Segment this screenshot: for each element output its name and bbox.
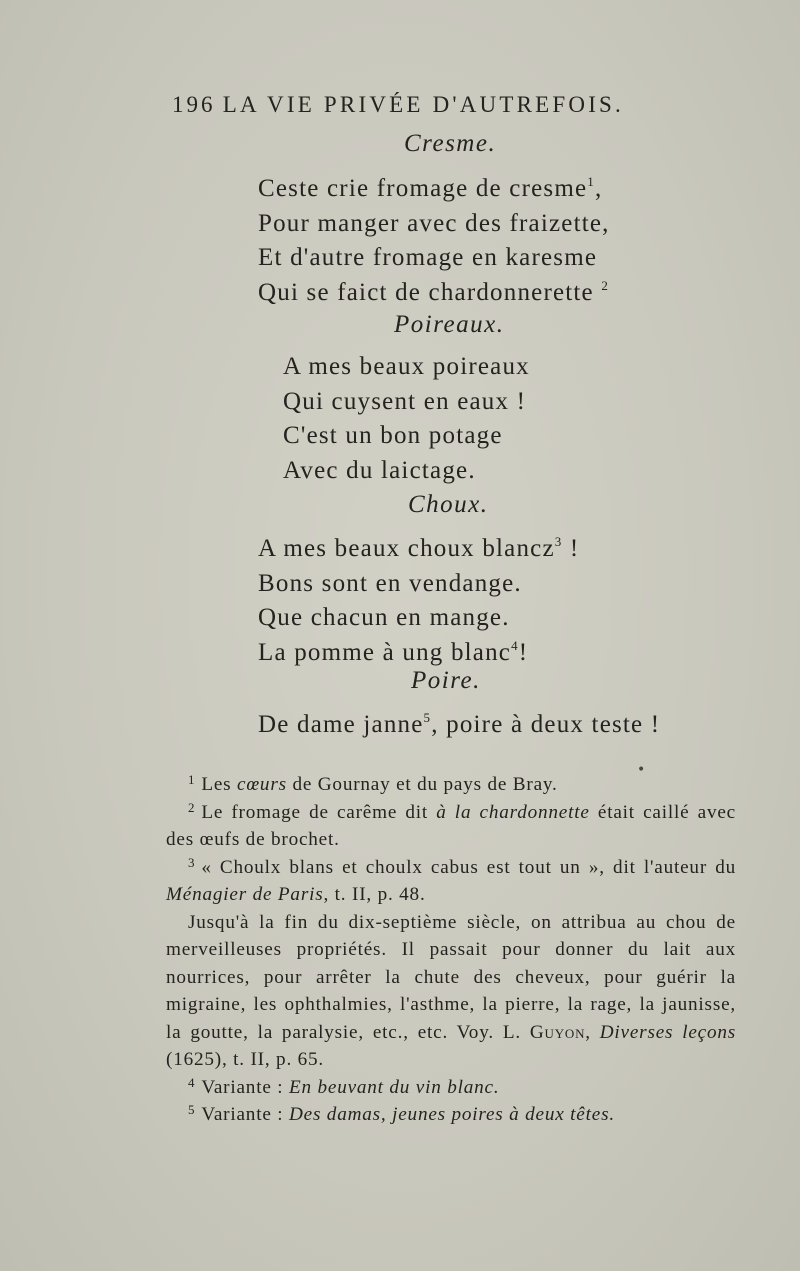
section-title-poireaux: Poireaux. [394,311,505,338]
verse-line: La pomme à ung blanc$^4$! [258,637,529,666]
verse-choux [258,532,579,670]
footnote-5: $^5$ Variante : Des damas, jeunes poires à deux têtes. [188,1102,615,1125]
page-number: 196 [172,92,216,117]
footnote-3-continuation: Jusqu'à la fin du dix-septième siècle, on attribua au chou de merveilleuses propriétés. Il passait pour donner du lait aux nourrices, pour arrêter la chute des cheveux, pour guérir la migraine, les ophthalmies, l'asthme, la pierre, la rage, la jaunisse, la goutte, la paralysie, etc., etc. Voy. L. Guyon, Diverses leçons (1625), t. II, p. 65. [166,911,737,1070]
verse-line: A mes beaux choux blancz$^3$ ! [258,534,580,562]
footnote-3: $^3$ « Choulx blans et choulx cabus est tout un », dit l'auteur du Ménagier de Paris, t. II, p. 48. [166,854,736,905]
verse-line: Qui se faict de chardonnerette $^2$ [258,277,610,306]
verse-line: Ceste crie fromage de cresme$^1$, [258,174,603,202]
verse-line: Et d'autre fromage en karesme [258,244,598,271]
verse-poire [258,708,660,743]
section-title-poire: Poire. [411,667,481,694]
footnote-4: $^4$ Variante : En beuvant du vin blanc. [188,1074,500,1098]
margin-mark: • [637,762,646,778]
running-title: LA VIE PRIVÉE D'AUTREFOIS. [222,92,624,117]
verse-line: Que chacun en mange. [258,604,510,631]
verse-line: C'est un bon potage [283,422,503,449]
footnote-2: $^2$ Le fromage de carême dit à la chardonnette était caillé avec des œufs de brochet. [166,799,736,850]
verse-cresme [258,172,610,310]
section-title-cresme: Cresme. [404,130,497,157]
verse-line: Bons sont en vendange. [258,569,522,597]
footnotes [166,771,736,1129]
verse-poireaux [283,350,530,488]
verse-line: Pour manger avec des fraizette, [258,209,610,237]
footnote-1: $^1$ Les cœurs de Gournay et du pays de Bray. [188,772,558,795]
verse-line: Avec du laictage. [283,456,476,484]
verse-line: De dame janne$^5$, poire à deux teste ! [258,710,661,738]
running-head [172,92,624,118]
section-title-choux: Choux. [408,491,489,518]
verse-line: Qui cuysent en eaux ! [283,387,527,415]
verse-line: A mes beaux poireaux [283,353,530,380]
